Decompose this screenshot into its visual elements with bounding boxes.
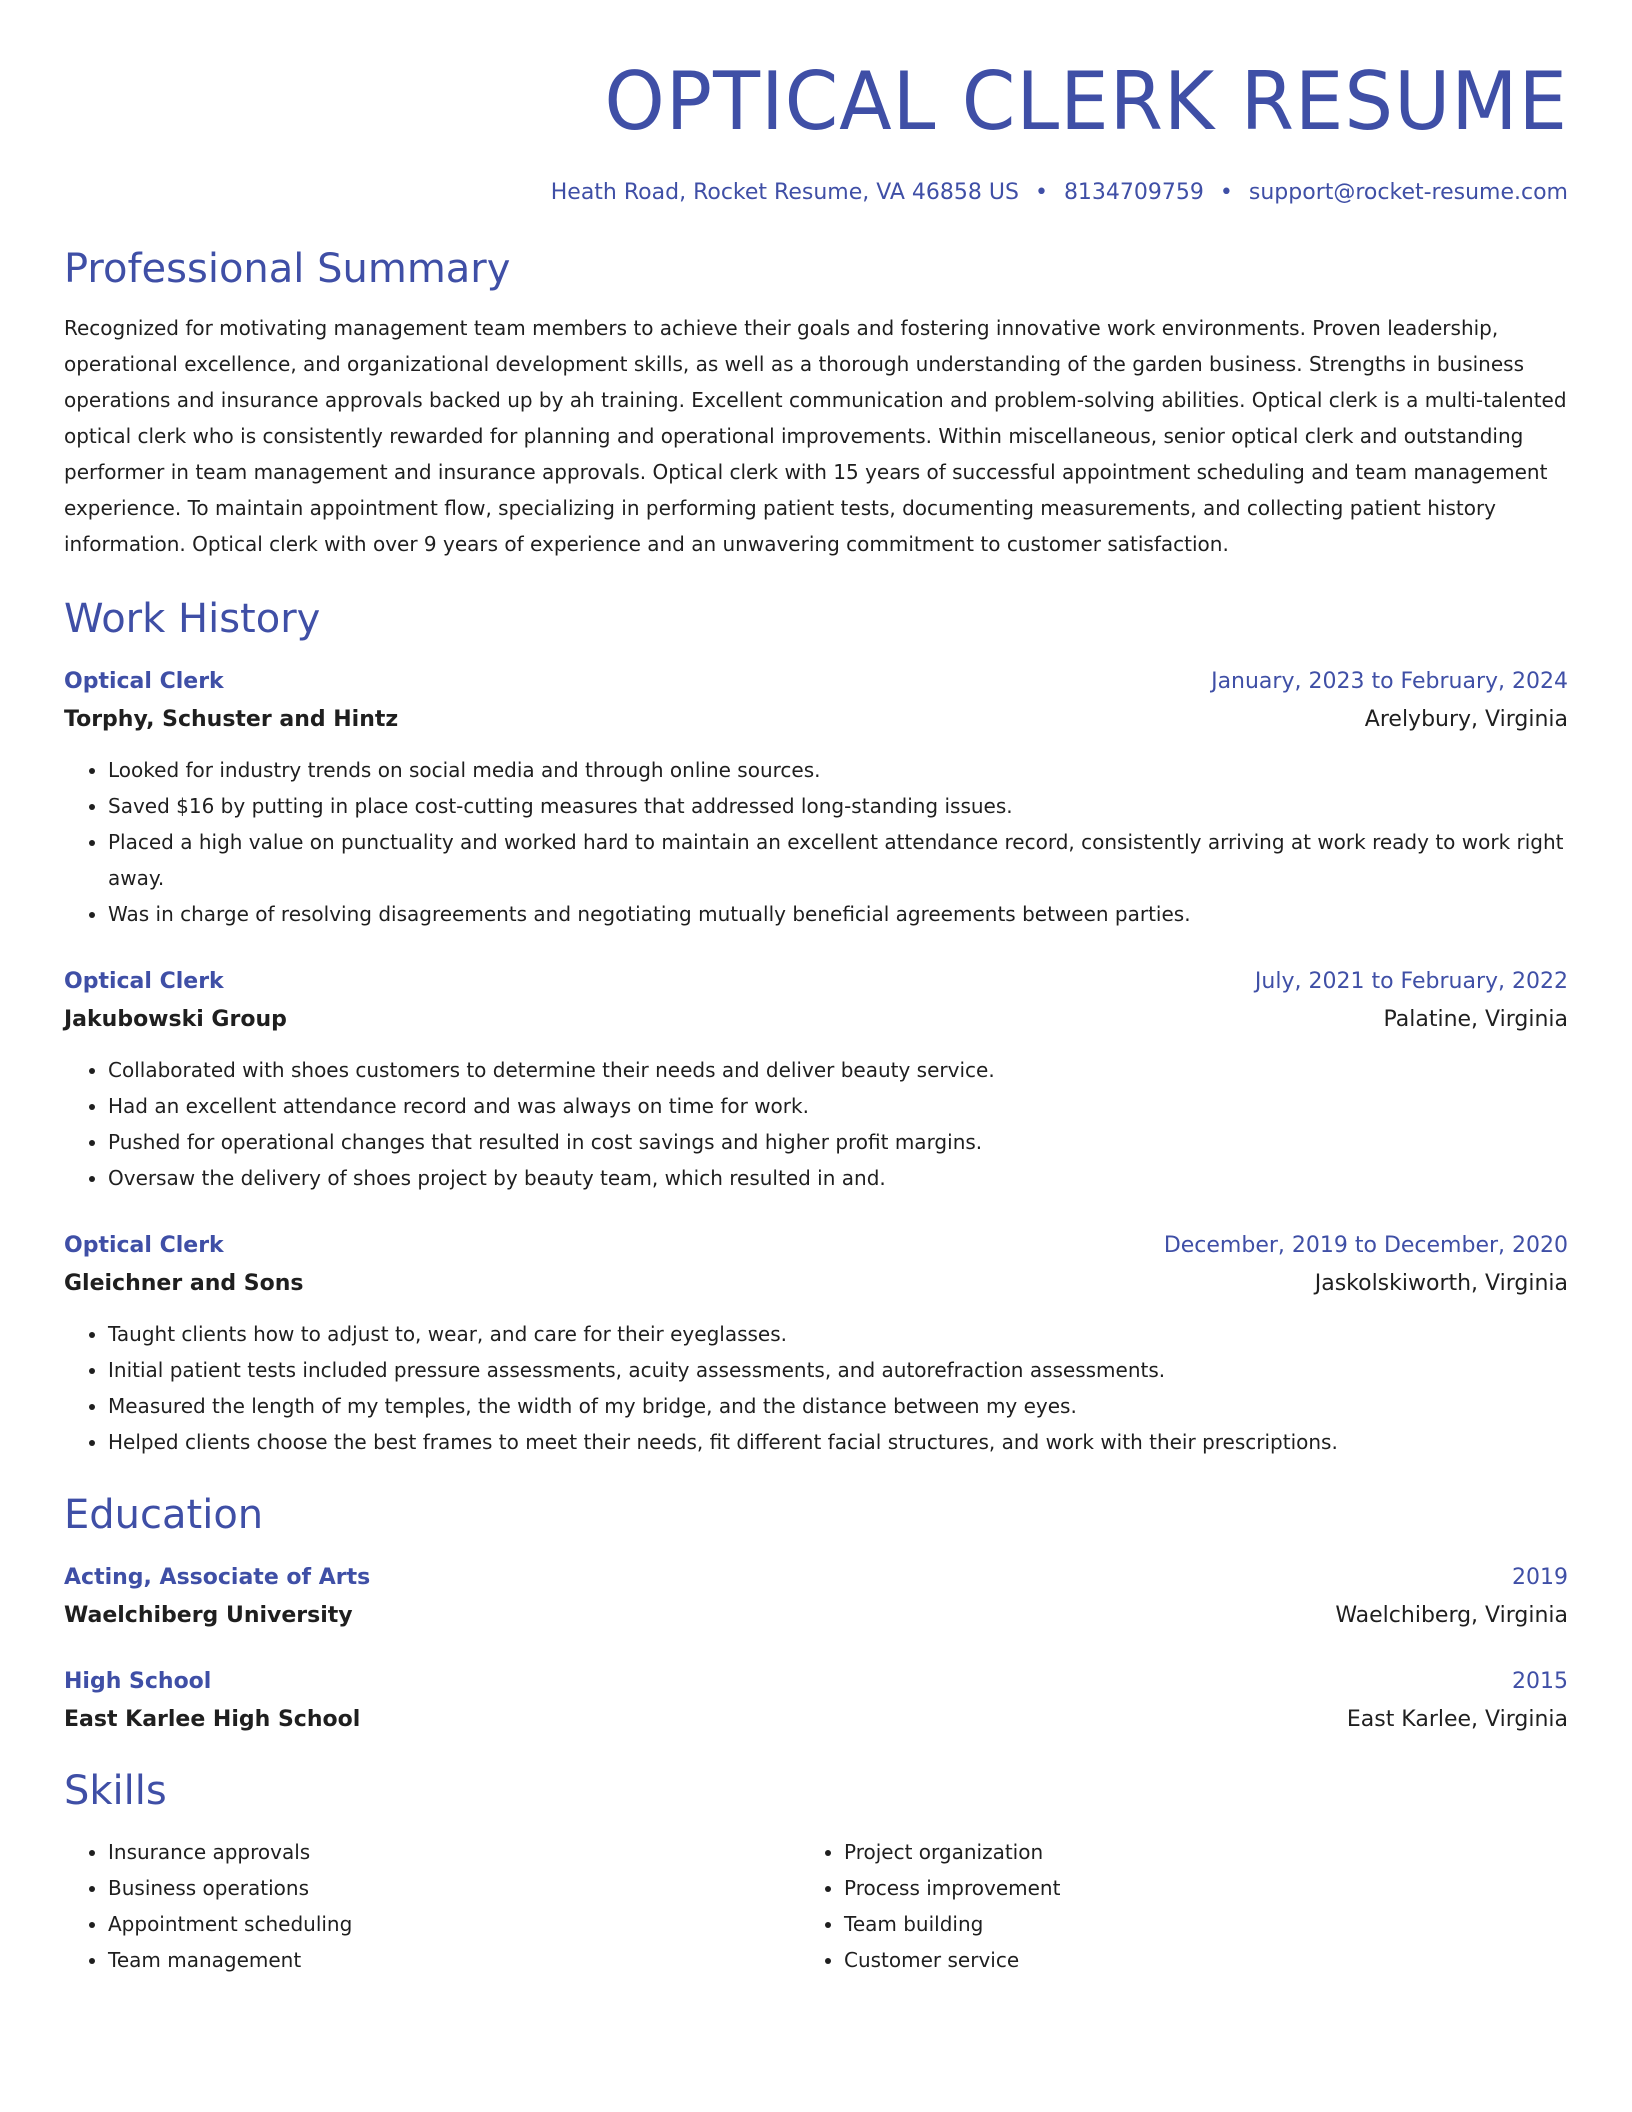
skill-item: • Project organization (844, 1834, 1536, 1870)
job-bullet: • Saved $16 by putting in place cost-cutting measures that addressed long-standing issues. (108, 788, 1568, 824)
education-entry (64, 1666, 1568, 1736)
section-title-summary: Professional Summary (64, 246, 511, 292)
skills-column-right (800, 1834, 1536, 1978)
job-header-row (64, 966, 1568, 998)
job-bullet: • Collaborated with shoes customers to determine their needs and deliver beauty service. (108, 1052, 1568, 1088)
education-header-row (64, 1666, 1568, 1698)
job-bullet: • Looked for industry trends on social media and through online sources. (108, 752, 1568, 788)
job-dates: December, 2019 to December, 2020 (1163, 1233, 1568, 1258)
job-title: Optical Clerk (64, 969, 224, 994)
skill-item: • Team management (108, 1942, 800, 1978)
education-year: 2019 (1512, 1565, 1568, 1590)
skills-column-left (64, 1834, 800, 1978)
job-bullets (64, 1052, 1568, 1196)
job-entry (64, 666, 1568, 932)
contact-separator: • (1034, 180, 1048, 205)
skill-item: • Customer service (844, 1942, 1536, 1978)
education-location: East Karlee, Virginia (1346, 1707, 1568, 1732)
education-school-row (64, 1594, 1568, 1632)
job-location: Palatine, Virginia (1383, 1007, 1568, 1032)
contact-email: support@rocket-resume.com (1248, 180, 1568, 205)
job-bullet: • Initial patient tests included pressure assessments, acuity assessments, and autorefraction assessments. (108, 1352, 1568, 1388)
job-bullet: • Oversaw the delivery of shoes project by beauty team, which resulted in and. (108, 1160, 1568, 1196)
education-header-row (64, 1562, 1568, 1594)
job-dates: January, 2023 to February, 2024 (1211, 669, 1568, 694)
job-header-row (64, 666, 1568, 698)
education-school: Waelchiberg University (64, 1603, 353, 1628)
job-title: Optical Clerk (64, 669, 224, 694)
job-entry (64, 1230, 1568, 1460)
job-bullet: • Had an excellent attendance record and was always on time for work. (108, 1088, 1568, 1124)
job-bullet: • Measured the length of my temples, the width of my bridge, and the distance between my eyes. (108, 1388, 1568, 1424)
contact-separator: • (1219, 180, 1233, 205)
job-title: Optical Clerk (64, 1233, 224, 1258)
education-entry (64, 1562, 1568, 1632)
job-bullet: • Taught clients how to adjust to, wear, and care for their eyeglasses. (108, 1316, 1568, 1352)
education-year: 2015 (1512, 1669, 1568, 1694)
section-title-education: Education (64, 1492, 264, 1538)
job-bullet: • Was in charge of resolving disagreements and negotiating mutually beneficial agreements between parties. (108, 896, 1568, 932)
section-title-skills: Skills (64, 1768, 167, 1814)
education-degree: Acting, Associate of Arts (64, 1565, 371, 1590)
job-bullets (64, 752, 1568, 932)
skill-item: • Insurance approvals (108, 1834, 800, 1870)
education-school: East Karlee High School (64, 1707, 361, 1732)
contact-phone: 8134709759 (1063, 180, 1204, 205)
job-bullets (64, 1316, 1568, 1460)
skill-item: • Team building (844, 1906, 1536, 1942)
skill-item: • Business operations (108, 1870, 800, 1906)
job-location: Arelybury, Virginia (1364, 707, 1568, 732)
job-header-row (64, 1230, 1568, 1262)
job-bullet: • Helped clients choose the best frames to meet their needs, fit different facial structures, and work with their prescriptions. (108, 1424, 1568, 1460)
job-company: Torphy, Schuster and Hintz (64, 707, 399, 732)
contact-address: Heath Road, Rocket Resume, VA 46858 US (550, 180, 1019, 205)
resume-title: OPTICAL CLERK RESUME (604, 55, 1568, 148)
job-location: Jaskolskiworth, Virginia (1314, 1271, 1568, 1296)
job-dates: July, 2021 to February, 2022 (1254, 969, 1568, 994)
summary-text: Recognized for motivating management team members to achieve their goals and fostering innovative work environments. Proven leadership, operational excellence, and organizational development skills, as well as a thorough understanding of the garden business. Strengths in business operations and insurance approvals backed up by ah training. Excellent communication and problem-solving abilities. Optical clerk is a multi-talented optical clerk who is consistently rewarded for planning and operational improvements. Within miscellaneous, senior optical clerk and outstanding performer in team management and insurance approvals. Optical clerk with 15 years of successful appointment scheduling and team management experience. To maintain appointment flow, specializing in performing patient tests, documenting measurements, and collecting patient history information. Optical clerk with over 9 years of experience and an unwavering commitment to customer satisfaction. (64, 316, 1567, 556)
job-entry (64, 966, 1568, 1196)
contact-line (64, 178, 1568, 208)
job-bullet: • Pushed for operational changes that resulted in cost savings and higher profit margins. (108, 1124, 1568, 1160)
education-school-row (64, 1698, 1568, 1736)
section-title-work-history: Work History (64, 596, 321, 642)
job-company-row (64, 998, 1568, 1036)
skill-item: • Process improvement (844, 1870, 1536, 1906)
job-company-row (64, 698, 1568, 736)
skill-item: • Appointment scheduling (108, 1906, 800, 1942)
job-company-row (64, 1262, 1568, 1300)
education-degree: High School (64, 1669, 212, 1694)
education-location: Waelchiberg, Virginia (1335, 1603, 1568, 1628)
skills-list (64, 1834, 1568, 1978)
job-company: Jakubowski Group (64, 1007, 287, 1032)
job-bullet: • Placed a high value on punctuality and worked hard to maintain an excellent attendance record, consistently arriving at work ready to work right away. (108, 824, 1568, 896)
job-company: Gleichner and Sons (64, 1271, 304, 1296)
